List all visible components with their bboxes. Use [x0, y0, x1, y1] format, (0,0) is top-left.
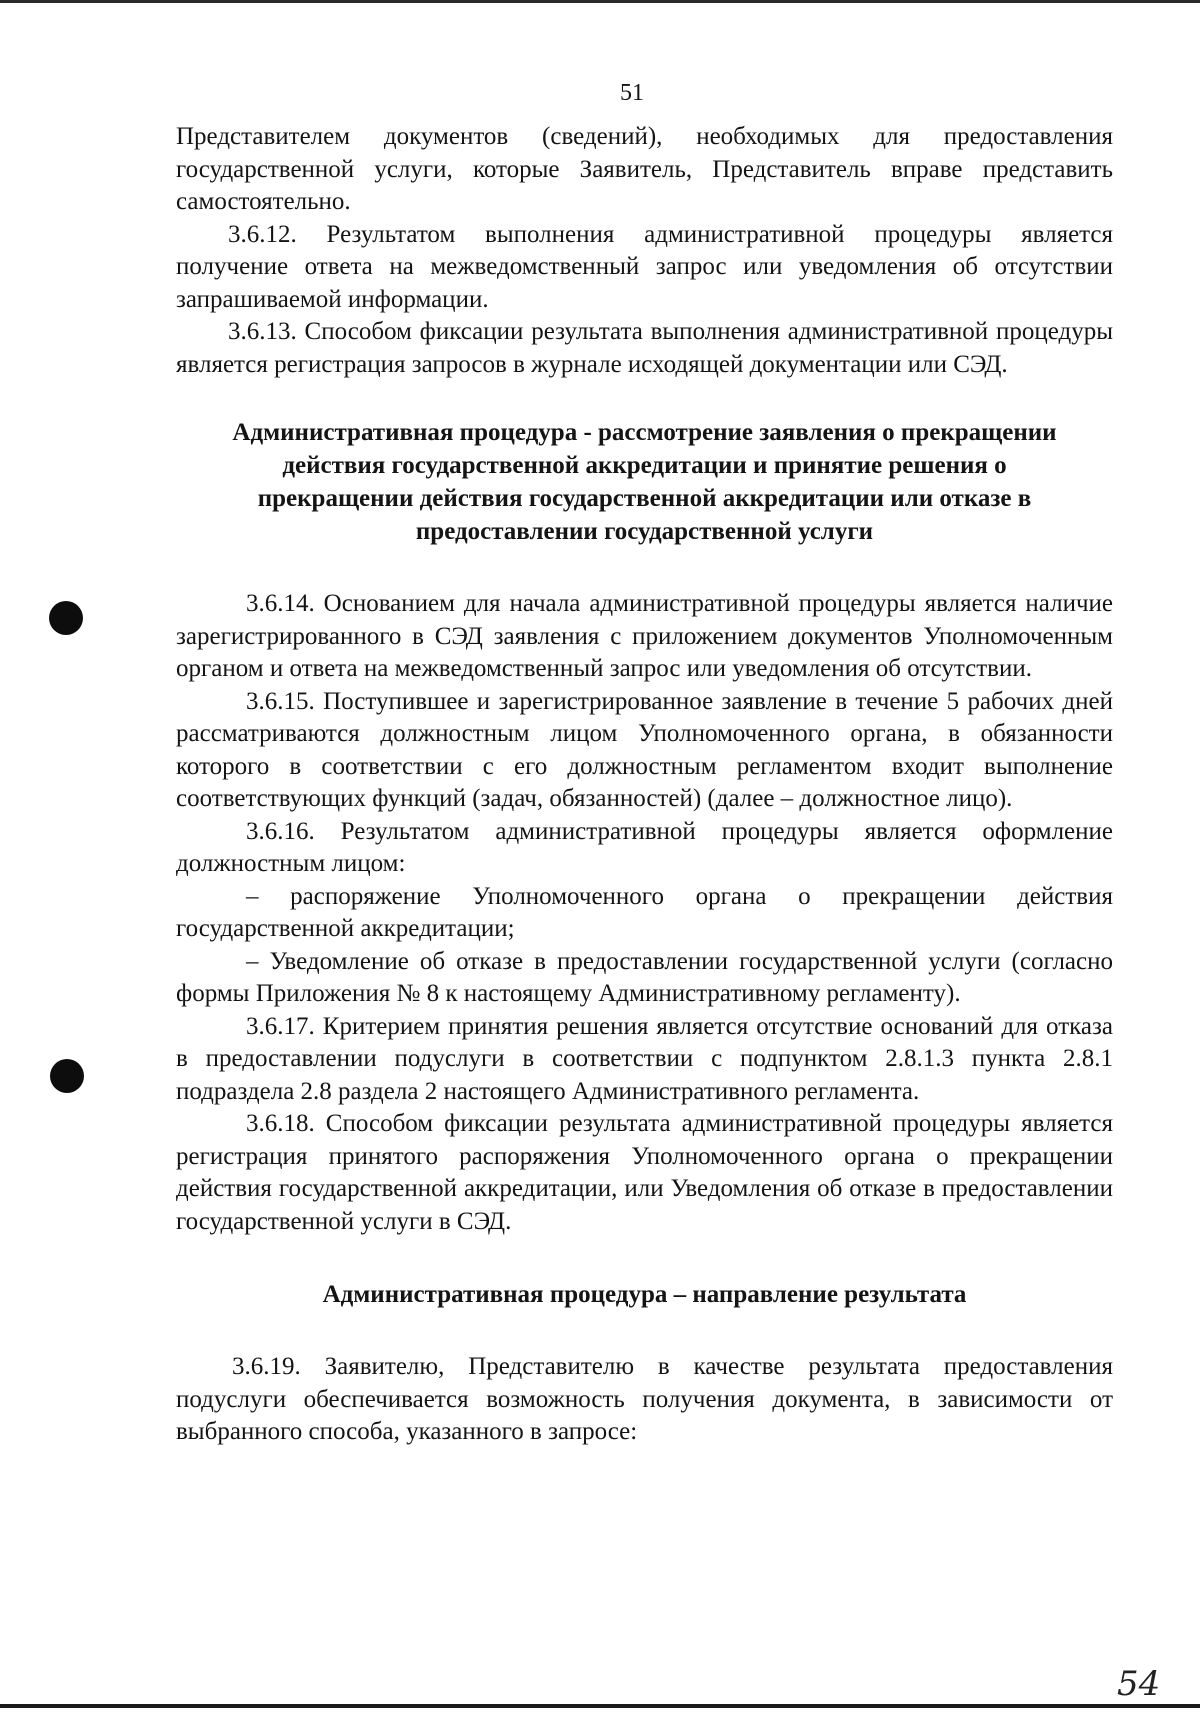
page-number: 51	[620, 80, 644, 106]
handwritten-sheet-number: 54	[1117, 1664, 1161, 1704]
list-item-refusal-notice: – Уведомление об отказе в предоставлении государственной услуги (согласно формы Приложения № 8 к настоящему Административному регламенту).	[176, 947, 1113, 1007]
punch-hole-top	[49, 601, 83, 635]
paragraph-3-6-18: 3.6.18. Способом фиксации результата административной процедуры является регистрация принятого распоряжения Уполномоченного органа о прекращении действия государственной аккредитации, или Уведомления об отказе в предоставлении государственной услуги в СЭД.	[176, 1110, 1113, 1235]
paragraph-3-6-19: 3.6.19. Заявителю, Представителю в качестве результата предоставления подуслуги обеспечивается возможность получения документа, в зависимости от выбранного способа, указанного в запросе:	[176, 1353, 1113, 1445]
paragraph-3-6-16: 3.6.16. Результатом административной процедуры является оформление должностным лицом:	[176, 817, 1113, 877]
paragraph-3-6-12: 3.6.12. Результатом выполнения административной процедуры является получение ответа на межведомственный запрос или уведомления об отсутствии запрашиваемой информации.	[176, 220, 1113, 313]
paragraph-3-6-17: 3.6.17. Критерием принятия решения является отсутствие оснований для отказа в предоставлении подуслуги в соответствии с подпунктом 2.8.1.3 пункта 2.8.1 подраздела 2.8 раздела 2 настоящего Административного регламента.	[176, 1012, 1113, 1105]
section-heading-review: Административная процедура - рассмотрение заявления о прекращении действия государственной аккредитации и принятие решения о прекращении действия государственной аккредитации или отказе в предоставлении государственной услуги	[232, 419, 1057, 545]
list-item-order: – распоряжение Уполномоченного органа о прекращении действия государственной аккредитации;	[176, 882, 1113, 942]
paragraph-3-6-14: 3.6.14. Основанием для начала административной процедуры является наличие зарегистрированного в СЭД заявления с приложением документов Уполномоченным органом и ответа на межведомственный запрос или уведомления об отсутствии.	[176, 590, 1113, 682]
paragraph-3-6-13: 3.6.13. Способом фиксации результата выполнения административной процедуры является регистрация запросов в журнале исходящей документации или СЭД.	[176, 318, 1113, 378]
punch-hole-bottom	[50, 1059, 84, 1093]
section-heading-result: Административная процедура – направление результата	[322, 1281, 967, 1308]
bottom-edge-line	[0, 1704, 1200, 1708]
document-body	[176, 121, 1113, 1449]
paragraph-3-6-15: 3.6.15. Поступившее и зарегистрированное заявление в течение 5 рабочих дней рассматриваются должностным лицом Уполномоченного органа, в обязанности которого в соответствии с его должностным регламентом входит выполнение соответствующих функций (задач, обязанностей) (далее – должностное лицо).	[176, 687, 1113, 812]
paragraph-continuation: Представителем документов (сведений), необходимых для предоставления государственной услуги, которые Заявитель, Представитель вправе представить самостоятельно.	[176, 123, 1113, 215]
top-edge-line	[0, 0, 1200, 3]
